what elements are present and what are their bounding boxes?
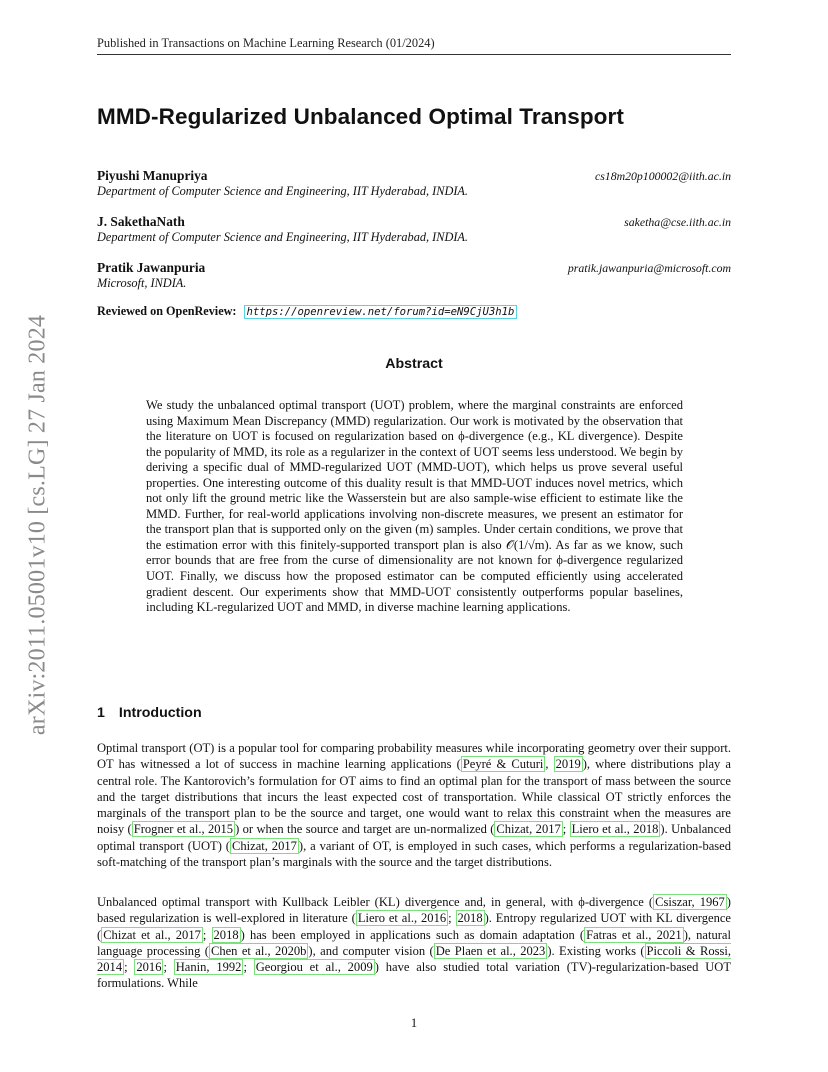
section-title: Introduction [118, 705, 202, 721]
citation-link[interactable]: Liero et al., 2018 [571, 822, 659, 837]
intro-paragraph-1: Optimal transport (OT) is a popular tool for comparing probability measures while incorporating geometry over their support. OT has witnessed a lot of success in machine learning applications ( Peyré & Cuturi , 2019 ), where distributions play a central role. The Kantorovich’s formulation for OT aims to find an optimal plan for the transport of mass between the source and the target distributions that incurs the least expected cost of transportation. While classical OT strictly enforces the marginals of the transport plan to be the source and target, one would want to relax this constraint when the measures are noisy ( Frogner et al., 2015 ) or when the source and target are un-normalized ( Chizat, 2017 ; Liero et al., 2018 ). Unbalanced optimal transport (UOT) ( Chizat, 2017 ), a variant of OT, is employed in such cases, which performs a regularization-based soft-matching of the transport plan’s marginals with the source and the target distributions. [97, 741, 732, 869]
author-affiliation: Department of Computer Science and Engineering, IIT Hyderabad, INDIA. [97, 184, 469, 198]
citation-link[interactable]: Piccoli & Rossi, 2014 [97, 943, 731, 974]
citation-link[interactable]: 2018 [457, 911, 483, 926]
abstract-text: We study the unbalanced optimal transport (UOT) problem, where the marginal constraints are enforced using Maximum Mean Discrepancy (MMD) regularization. Our work is motivated by the observation that the literature on UOT is focused on regularization based on ϕ-divergence (e.g., KL divergence). Despite the popularity of MMD, its role as a regularizer in the context of UOT seems less understood. We begin by deriving a specific dual of MMD-regularized UOT (MMD-UOT), which helps us prove several useful properties. One interesting outcome of this duality result is that MMD-UOT induces novel metrics, which not only lift the ground metric like the Wasserstein but are also sample-wise efficient to estimate like the MMD. Further, for real-world applications involving non-discrete measures, we present an estimator for the transport plan that is supported only on the given (m) samples. Under certain conditions, we prove that the estimation error with this finitely-supported transport plan is also 𝒪(1/√m). As far as we know, such error bounds that are free from the curse of dimensionality are not known for ϕ-divergence regularized UOT. Finally, we discuss how the proposed estimator can be computed efficiently using accelerated gradient descent. Our experiments show that MMD-UOT consistently outperforms popular baselines, including KL-regularized UOT and MMD, in diverse machine learning applications. [146, 398, 683, 615]
running-header: Published in Transactions on Machine Learning Research (01/2024) [97, 36, 435, 50]
author-name: J. SakethaNath [97, 214, 185, 229]
citation-link[interactable]: Chizat, 2017 [232, 838, 297, 853]
section-number: 1 [97, 705, 105, 721]
author-affiliation: Microsoft, INDIA. [97, 276, 187, 290]
citation-link[interactable]: Hanin, 1992 [175, 960, 242, 974]
reviewed-label: Reviewed on OpenReview: [97, 304, 237, 318]
author-name: Piyushi Manupriya [97, 168, 208, 183]
openreview-link[interactable]: https://openreview.net/forum?id=eN9CjU3h1b [244, 305, 518, 319]
abstract-heading: Abstract [385, 356, 443, 372]
citation-link[interactable]: Chizat et al., 2017 [103, 927, 201, 942]
citation-link[interactable]: 2019 [555, 757, 581, 772]
citation-link[interactable]: 2016 [136, 960, 162, 974]
section-heading [97, 705, 202, 721]
citation-link[interactable]: Csiszar, 1967 [655, 895, 725, 909]
author-name: Pratik Jawanpuria [97, 260, 206, 275]
citation-link[interactable]: Frogner et al., 2015 [133, 822, 234, 837]
reviewed-line [97, 304, 517, 319]
citation-link[interactable]: Georgiou et al., 2009 [255, 960, 373, 974]
author-email[interactable]: cs18m20p100002@iith.ac.in [594, 169, 731, 183]
author-email[interactable]: pratik.jawanpuria@microsoft.com [567, 261, 731, 275]
page-number: 1 [410, 1016, 418, 1030]
citation-link[interactable]: Fatras et al., 2021 [586, 927, 682, 942]
citation-link[interactable]: Chizat, 2017 [496, 822, 561, 837]
arxiv-side-stamp: arXiv:2011.05001v10 [cs.LG] 27 Jan 2024 [24, 314, 51, 736]
citation-link[interactable]: Chen et al., 2020b [210, 943, 307, 958]
citation-link[interactable]: Liero et al., 2016 [357, 911, 447, 926]
header-rule [97, 54, 731, 55]
citation-link[interactable]: Peyré & Cuturi [462, 757, 544, 772]
citation-link[interactable]: 2018 [213, 927, 239, 942]
author-email[interactable]: saketha@cse.iith.ac.in [624, 215, 731, 229]
paper-title: MMD-Regularized Unbalanced Optimal Transport [97, 104, 624, 129]
intro-paragraph-2: Unbalanced optimal transport with Kullback Leibler (KL) divergence and, in general, with ϕ-divergence ( Csiszar, 1967 ) based regularization is well-explored in literature ( Liero et al., 2016 ; 2018 ). Entropy regularized UOT with KL divergence ( Chizat et al., 2017 ; 2018 ) has been employed in applications such as domain adaptation ( Fatras et al., 2021 ), natural language processing ( Chen et al., 2020b ), and computer vision ( De Plaen et al., 2023 ). Existing works ( Piccoli & Rossi, 2014 ; 2016 ; Hanin, 1992 ; Georgiou et al., 2009 ) have also studied total variation (TV)-regularization-based UOT formulations. While [97, 895, 731, 991]
author-affiliation: Department of Computer Science and Engineering, IIT Hyderabad, INDIA. [97, 230, 469, 244]
citation-link[interactable]: De Plaen et al., 2023 [435, 943, 546, 958]
